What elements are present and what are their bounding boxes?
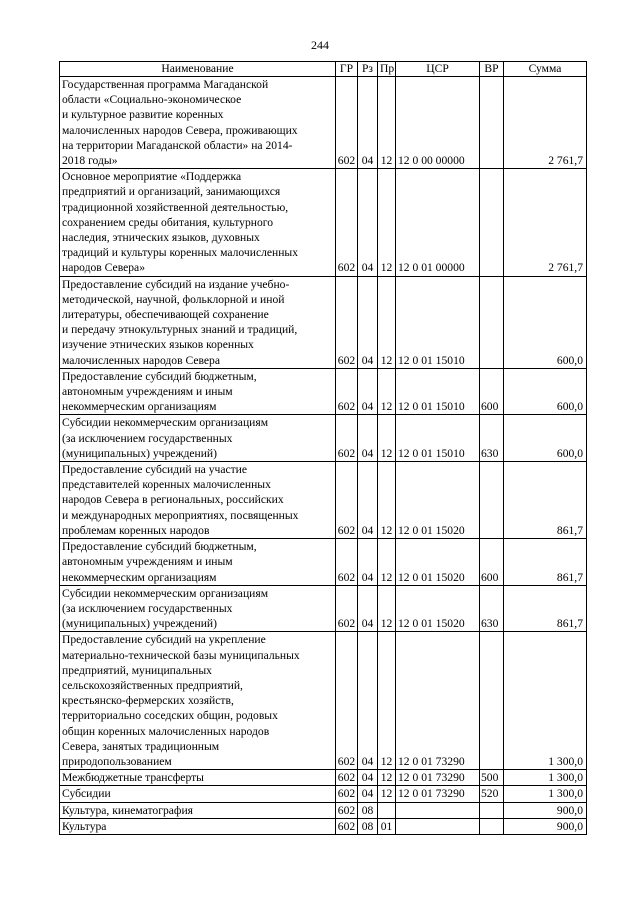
table-row	[60, 276, 587, 368]
cell-csr: 12 0 01 73290	[396, 632, 480, 770]
name-line: представителей коренных малочисленных	[62, 478, 271, 492]
name-line: сохранением среды обитания, культурного	[62, 215, 274, 229]
name-line: Субсидии некоммерческим организациям	[62, 586, 269, 600]
name-line: малочисленных народов Севера	[62, 353, 220, 367]
cell-gr: 602	[336, 802, 358, 818]
table-header-row	[60, 62, 587, 77]
cell-vr	[480, 462, 504, 539]
header-sum: Сумма	[504, 62, 587, 77]
name-line: территориально соседских общин, родовых	[62, 709, 278, 723]
table-row	[60, 786, 587, 802]
cell-rz: 04	[358, 585, 378, 632]
cell-name	[60, 539, 336, 586]
cell-name	[60, 169, 336, 276]
table-row	[60, 169, 587, 276]
cell-vr	[480, 276, 504, 368]
cell-gr: 602	[336, 632, 358, 770]
cell-gr: 602	[336, 462, 358, 539]
name-line: материально-технической базы муниципальных	[62, 648, 300, 662]
cell-rz: 04	[358, 462, 378, 539]
cell-gr: 602	[336, 276, 358, 368]
name-line: народов Севера»	[62, 261, 145, 275]
cell-vr: 630	[480, 585, 504, 632]
cell-csr: 12 0 01 73290	[396, 770, 480, 786]
table-row	[60, 77, 587, 169]
cell-rz: 04	[358, 415, 378, 462]
cell-sum: 861,7	[504, 585, 587, 632]
cell-vr: 520	[480, 786, 504, 802]
table-row	[60, 802, 587, 818]
cell-sum: 2 761,7	[504, 77, 587, 169]
name-line: традиционной хозяйственной деятельностью,	[62, 200, 289, 214]
table-row	[60, 818, 587, 834]
cell-vr	[480, 632, 504, 770]
cell-rz: 04	[358, 632, 378, 770]
name-line: Субсидии	[62, 787, 111, 801]
name-line: наследия, этнических языков, духовных	[62, 231, 260, 245]
cell-gr: 602	[336, 818, 358, 834]
cell-csr: 12 0 00 00000	[396, 77, 480, 169]
cell-name	[60, 585, 336, 632]
cell-vr: 600	[480, 368, 504, 415]
cell-sum: 900,0	[504, 802, 587, 818]
cell-csr: 12 0 01 15020	[396, 585, 480, 632]
name-line: Культура, кинематография	[62, 803, 193, 817]
cell-rz: 04	[358, 276, 378, 368]
cell-gr: 602	[336, 368, 358, 415]
cell-gr: 602	[336, 585, 358, 632]
cell-rz: 04	[358, 786, 378, 802]
cell-gr: 602	[336, 539, 358, 586]
table-row	[60, 585, 587, 632]
cell-pr: 01	[378, 818, 396, 834]
cell-csr: 12 0 01 15010	[396, 415, 480, 462]
table-body	[60, 77, 587, 835]
cell-pr	[378, 802, 396, 818]
cell-vr: 500	[480, 770, 504, 786]
cell-gr: 602	[336, 169, 358, 276]
table-row	[60, 539, 587, 586]
cell-sum: 861,7	[504, 462, 587, 539]
name-line: малочисленных народов Севера, проживающих	[62, 123, 298, 137]
name-line: автономным учреждениям и иным	[62, 385, 233, 399]
header-vr: ВР	[480, 62, 504, 77]
name-line: Предоставление субсидий на участие	[62, 463, 248, 477]
cell-rz: 04	[358, 169, 378, 276]
table-row	[60, 770, 587, 786]
cell-csr	[396, 818, 480, 834]
cell-vr	[480, 802, 504, 818]
cell-name	[60, 462, 336, 539]
name-line: некоммерческим организациям	[62, 400, 217, 414]
cell-pr: 12	[378, 539, 396, 586]
name-line: Субсидии некоммерческим организациям	[62, 416, 269, 430]
cell-gr: 602	[336, 77, 358, 169]
name-line: Основное мероприятие «Поддержка	[62, 170, 242, 184]
cell-vr: 600	[480, 539, 504, 586]
cell-pr: 12	[378, 770, 396, 786]
cell-vr: 630	[480, 415, 504, 462]
header-pr: Пр	[378, 62, 396, 77]
name-line: 2018 годы»	[62, 154, 118, 168]
name-line: природопользованием	[62, 754, 172, 768]
name-line: Культура	[62, 819, 107, 833]
cell-rz: 08	[358, 818, 378, 834]
table-row	[60, 415, 587, 462]
cell-rz: 04	[358, 77, 378, 169]
cell-sum: 900,0	[504, 818, 587, 834]
cell-gr: 602	[336, 415, 358, 462]
name-line: и международных мероприятиях, посвященных	[62, 508, 299, 522]
budget-table	[59, 61, 587, 835]
name-line: предприятий и организаций, занимающихся	[62, 185, 281, 199]
cell-vr	[480, 169, 504, 276]
cell-name	[60, 276, 336, 368]
name-line: изучение этнических языков коренных	[62, 338, 254, 352]
table-row	[60, 368, 587, 415]
cell-gr: 602	[336, 786, 358, 802]
name-line: автономным учреждениям и иным	[62, 555, 233, 569]
page-number: 244	[311, 38, 329, 52]
name-line: (муниципальных) учреждений)	[62, 446, 217, 460]
cell-sum: 1 300,0	[504, 632, 587, 770]
name-line: (за исключением государственных	[62, 431, 233, 445]
table-row	[60, 632, 587, 770]
cell-name	[60, 77, 336, 169]
name-line: сельскохозяйственных предприятий,	[62, 678, 243, 692]
cell-pr: 12	[378, 276, 396, 368]
name-line: и передачу этнокультурных знаний и традиций,	[62, 323, 298, 337]
header-name: Наименование	[60, 62, 336, 77]
cell-csr: 12 0 01 15020	[396, 539, 480, 586]
cell-csr: 12 0 01 15010	[396, 368, 480, 415]
name-line: Государственная программа Магаданской	[62, 78, 269, 91]
name-line: крестьянско-фермерских хозяйств,	[62, 694, 234, 708]
name-line: Предоставление субсидий бюджетным,	[62, 540, 257, 554]
cell-vr	[480, 818, 504, 834]
cell-rz: 04	[358, 539, 378, 586]
cell-pr: 12	[378, 786, 396, 802]
cell-pr: 12	[378, 368, 396, 415]
cell-sum: 1 300,0	[504, 786, 587, 802]
cell-csr: 12 0 01 00000	[396, 169, 480, 276]
name-line: и культурное развитие коренных	[62, 108, 224, 122]
name-line: традиций и культуры коренных малочисленных	[62, 246, 299, 260]
cell-pr: 12	[378, 585, 396, 632]
header-gr: ГР	[336, 62, 358, 77]
cell-vr	[480, 77, 504, 169]
name-line: Севера, занятых традиционным	[62, 739, 220, 753]
cell-pr: 12	[378, 462, 396, 539]
name-line: проблемам коренных народов	[62, 523, 210, 537]
name-line: Предоставление субсидий бюджетным,	[62, 369, 257, 383]
cell-csr	[396, 802, 480, 818]
cell-name	[60, 786, 336, 802]
name-line: некоммерческим организациям	[62, 570, 217, 584]
cell-sum: 600,0	[504, 276, 587, 368]
cell-name	[60, 770, 336, 786]
cell-name	[60, 802, 336, 818]
header-csr: ЦСР	[396, 62, 480, 77]
name-line: области «Социально-экономическое	[62, 93, 242, 107]
name-line: (муниципальных) учреждений)	[62, 617, 217, 631]
cell-csr: 12 0 01 15020	[396, 462, 480, 539]
cell-name	[60, 415, 336, 462]
cell-pr: 12	[378, 632, 396, 770]
cell-rz: 04	[358, 368, 378, 415]
cell-sum: 600,0	[504, 415, 587, 462]
cell-name	[60, 632, 336, 770]
cell-gr: 602	[336, 770, 358, 786]
cell-sum: 1 300,0	[504, 770, 587, 786]
cell-pr: 12	[378, 77, 396, 169]
name-line: литературы, обеспечивающей сохранение	[62, 308, 269, 322]
header-rz: Рз	[358, 62, 378, 77]
cell-csr: 12 0 01 73290	[396, 786, 480, 802]
name-line: методической, научной, фольклорной и иной	[62, 292, 285, 306]
cell-sum: 2 761,7	[504, 169, 587, 276]
cell-name	[60, 818, 336, 834]
name-line: (за исключением государственных	[62, 601, 233, 615]
name-line: Предоставление субсидий на издание учебно-	[62, 277, 290, 291]
cell-sum: 600,0	[504, 368, 587, 415]
table-row	[60, 462, 587, 539]
cell-csr: 12 0 01 15010	[396, 276, 480, 368]
cell-sum: 861,7	[504, 539, 587, 586]
cell-rz: 08	[358, 802, 378, 818]
cell-pr: 12	[378, 415, 396, 462]
name-line: общин коренных малочисленных народов	[62, 724, 270, 738]
name-line: на территории Магаданской области» на 2014-	[62, 138, 293, 152]
cell-name	[60, 368, 336, 415]
name-line: предприятий, муниципальных	[62, 663, 212, 677]
name-line: Предоставление субсидий на укрепление	[62, 633, 266, 647]
cell-pr: 12	[378, 169, 396, 276]
cell-rz: 04	[358, 770, 378, 786]
name-line: народов Севера в региональных, российских	[62, 493, 284, 507]
name-line: Межбюджетные трансферты	[62, 771, 204, 785]
